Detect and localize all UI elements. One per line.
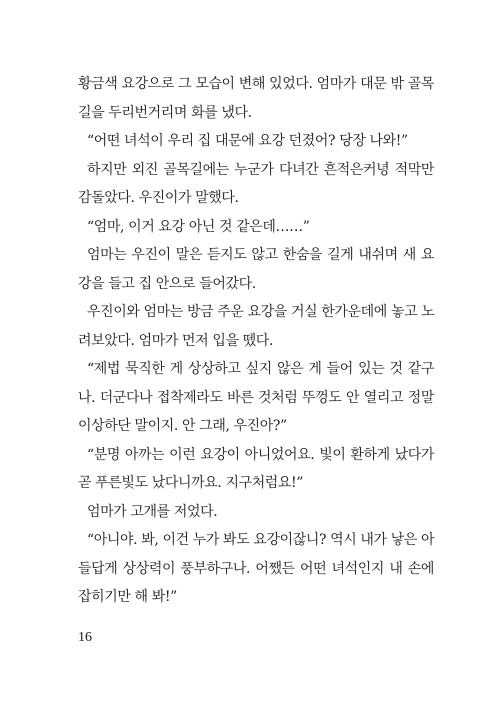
body-text [78,70,434,612]
text-line: 엄마는 우진이 말은 듣지도 않고 한숨을 길게 내쉬며 새 요 [87,247,434,263]
text-line: 이상하단 말이지. 안 그래, 우진아?” [78,418,287,434]
text-line: 잡히기만 해 봐!” [78,589,177,605]
text-line: “아니야. 봐, 이건 누가 봐도 요강이잖니? 역시 내가 낳은 아 [87,532,435,548]
text-line: “엄마, 이거 요강 아닌 것 같은데……” [87,218,310,235]
text-line: “어떤 녀석이 우리 집 대문에 요강 던졌어? 당장 나와!” [87,133,408,149]
text-line: 길을 두리번거리며 화를 냈다. [78,104,252,121]
text-line: 곧 푸른빛도 났다니까요. 지구처럼요!” [78,475,304,491]
page-number: 16 [78,630,92,645]
text-line: 황금색 요강으로 그 모습이 변해 있었다. 엄마가 대문 밖 골목 [78,76,434,92]
text-line: 엄마가 고개를 저었다. [87,503,218,520]
text-line: 려보았다. 엄마가 먼저 입을 뗐다. [78,332,273,349]
text-line: 하지만 외진 골목길에는 누군가 다녀간 흔적은커녕 적막만 [87,161,434,178]
text-line: “분명 아까는 이런 요강이 아니었어요. 빛이 환하게 났다가 [87,446,434,463]
text-line: 들답게 상상력이 풍부하구나. 어쨌든 어떤 녀석인지 내 손에 [78,560,434,577]
text-line: “제법 묵직한 게 상상하고 싶지 않은 게 들어 있는 것 같구 [87,361,434,377]
text-line: 강을 들고 집 안으로 들어갔다. [78,275,256,292]
text-line: 나. 더군다나 접착제라도 바른 것처럼 뚜껑도 안 열리고 정말 [78,389,434,406]
text-line: 감돌았다. 우진이가 말했다. [78,190,239,206]
text-line: 우진이와 엄마는 방금 주운 요강을 거실 한가운데에 놓고 노 [87,304,435,320]
